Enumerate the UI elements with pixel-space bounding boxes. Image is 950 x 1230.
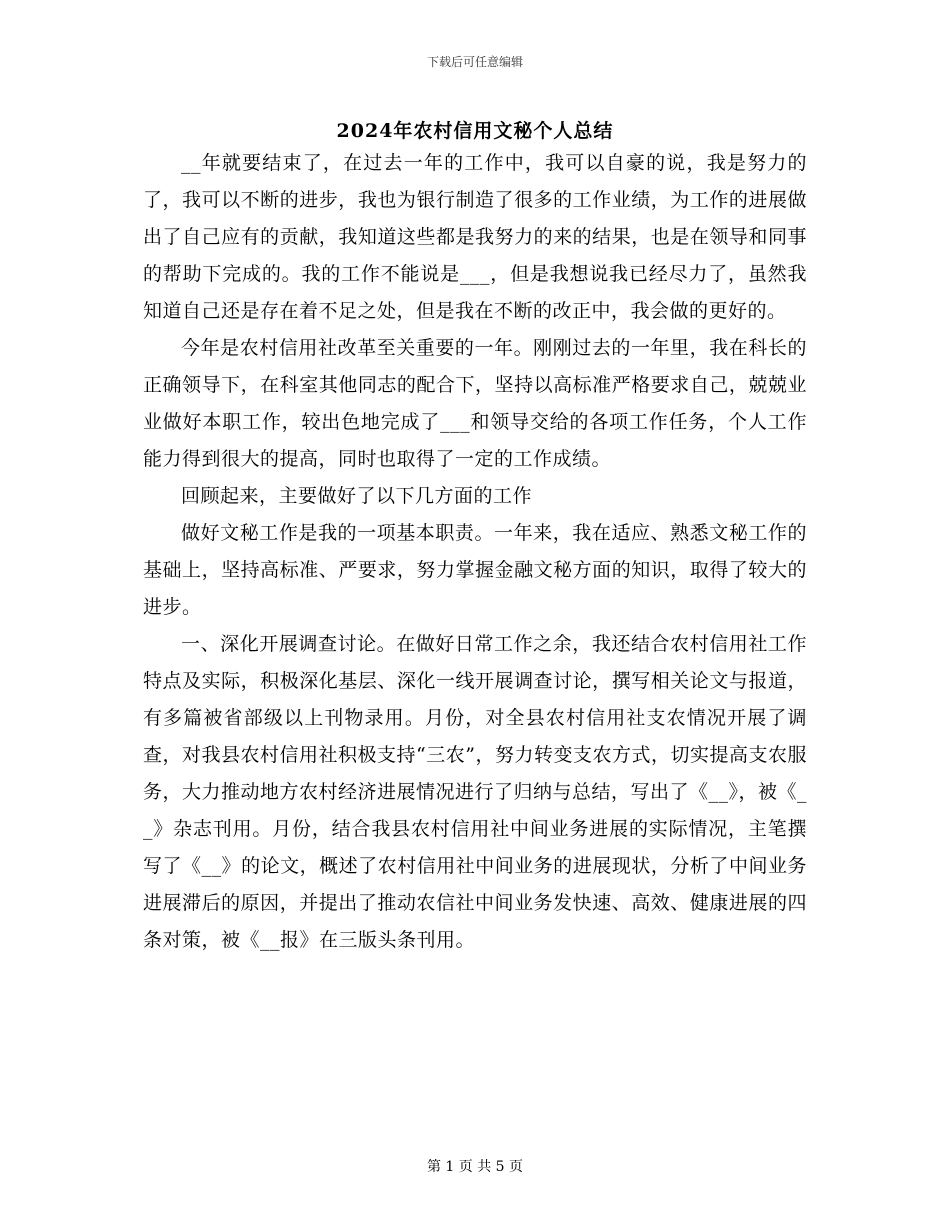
paragraph-review-lead: 回顾起来，主要做好了以下几方面的工作 — [181, 485, 533, 507]
paragraph-intro: __年就要结束了，在过去一年的工作中，我可以自豪的说，我是努力的了，我可以不断的进步，我也为银行制造了很多的工作业绩，为工作的进展做出了自己应有的贡献，我知道这些都是我努力的来的结果，也是在领导和同事的帮助下完成的。我的工作不能说是___，但是我想说我已经尽力了，虽然我知道自己还是存在着不足之处，但是我在不断的改正中，我会做的更好的。 — [143, 152, 807, 322]
paragraph-year-overview: 今年是农村信用社改革至关重要的一年。刚刚过去的一年里，我在科长的正确领导下，在科室其他同志的配合下，坚持以高标准严格要求自己，兢兢业业做好本职工作，较出色地完成了___和领导交给的各项工作任务，个人工作能力得到很大的提高，同时也取得了一定的工作成绩。 — [143, 337, 807, 470]
paragraph-research: 一、深化开展调查讨论。在做好日常工作之余，我还结合农村信用社工作特点及实际，积极深化基层、深化一线开展调查讨论，撰写相关论文与报道，有多篇被省部级以上刊物录用。月份，对全县农村信用社支农情况开展了调查，对我县农村信用社积极支持“三农”，努力转变支农方式，切实提高支农服务，大力推动地方农村经济进展情况进行了归纳与总结，写出了《__》，被《__》杂志刊用。月份，结合我县农村信用社中间业务进展的实际情况，主笔撰写了《__》的论文，概述了农村信用社中间业务的进展现状，分析了中间业务进展滞后的原因，并提出了推动农信社中间业务发快速、高效、健康进展的四条对策，被《__报》在三版头条刊用。 — [143, 633, 808, 951]
document-body — [143, 145, 807, 959]
document-title: 2024年农村信用文秘个人总结 — [336, 120, 614, 142]
paragraph-secretarial-duty: 做好文秘工作是我的一项基本职责。一年来，我在适应、熟悉文秘工作的基础上，坚持高标准、严要求，努力掌握金融文秘方面的知识，取得了较大的进步。 — [143, 522, 807, 618]
page-number: 第 1 页 共 5 页 — [426, 1159, 524, 1175]
header-note: 下载后可任意编辑 — [426, 55, 523, 69]
